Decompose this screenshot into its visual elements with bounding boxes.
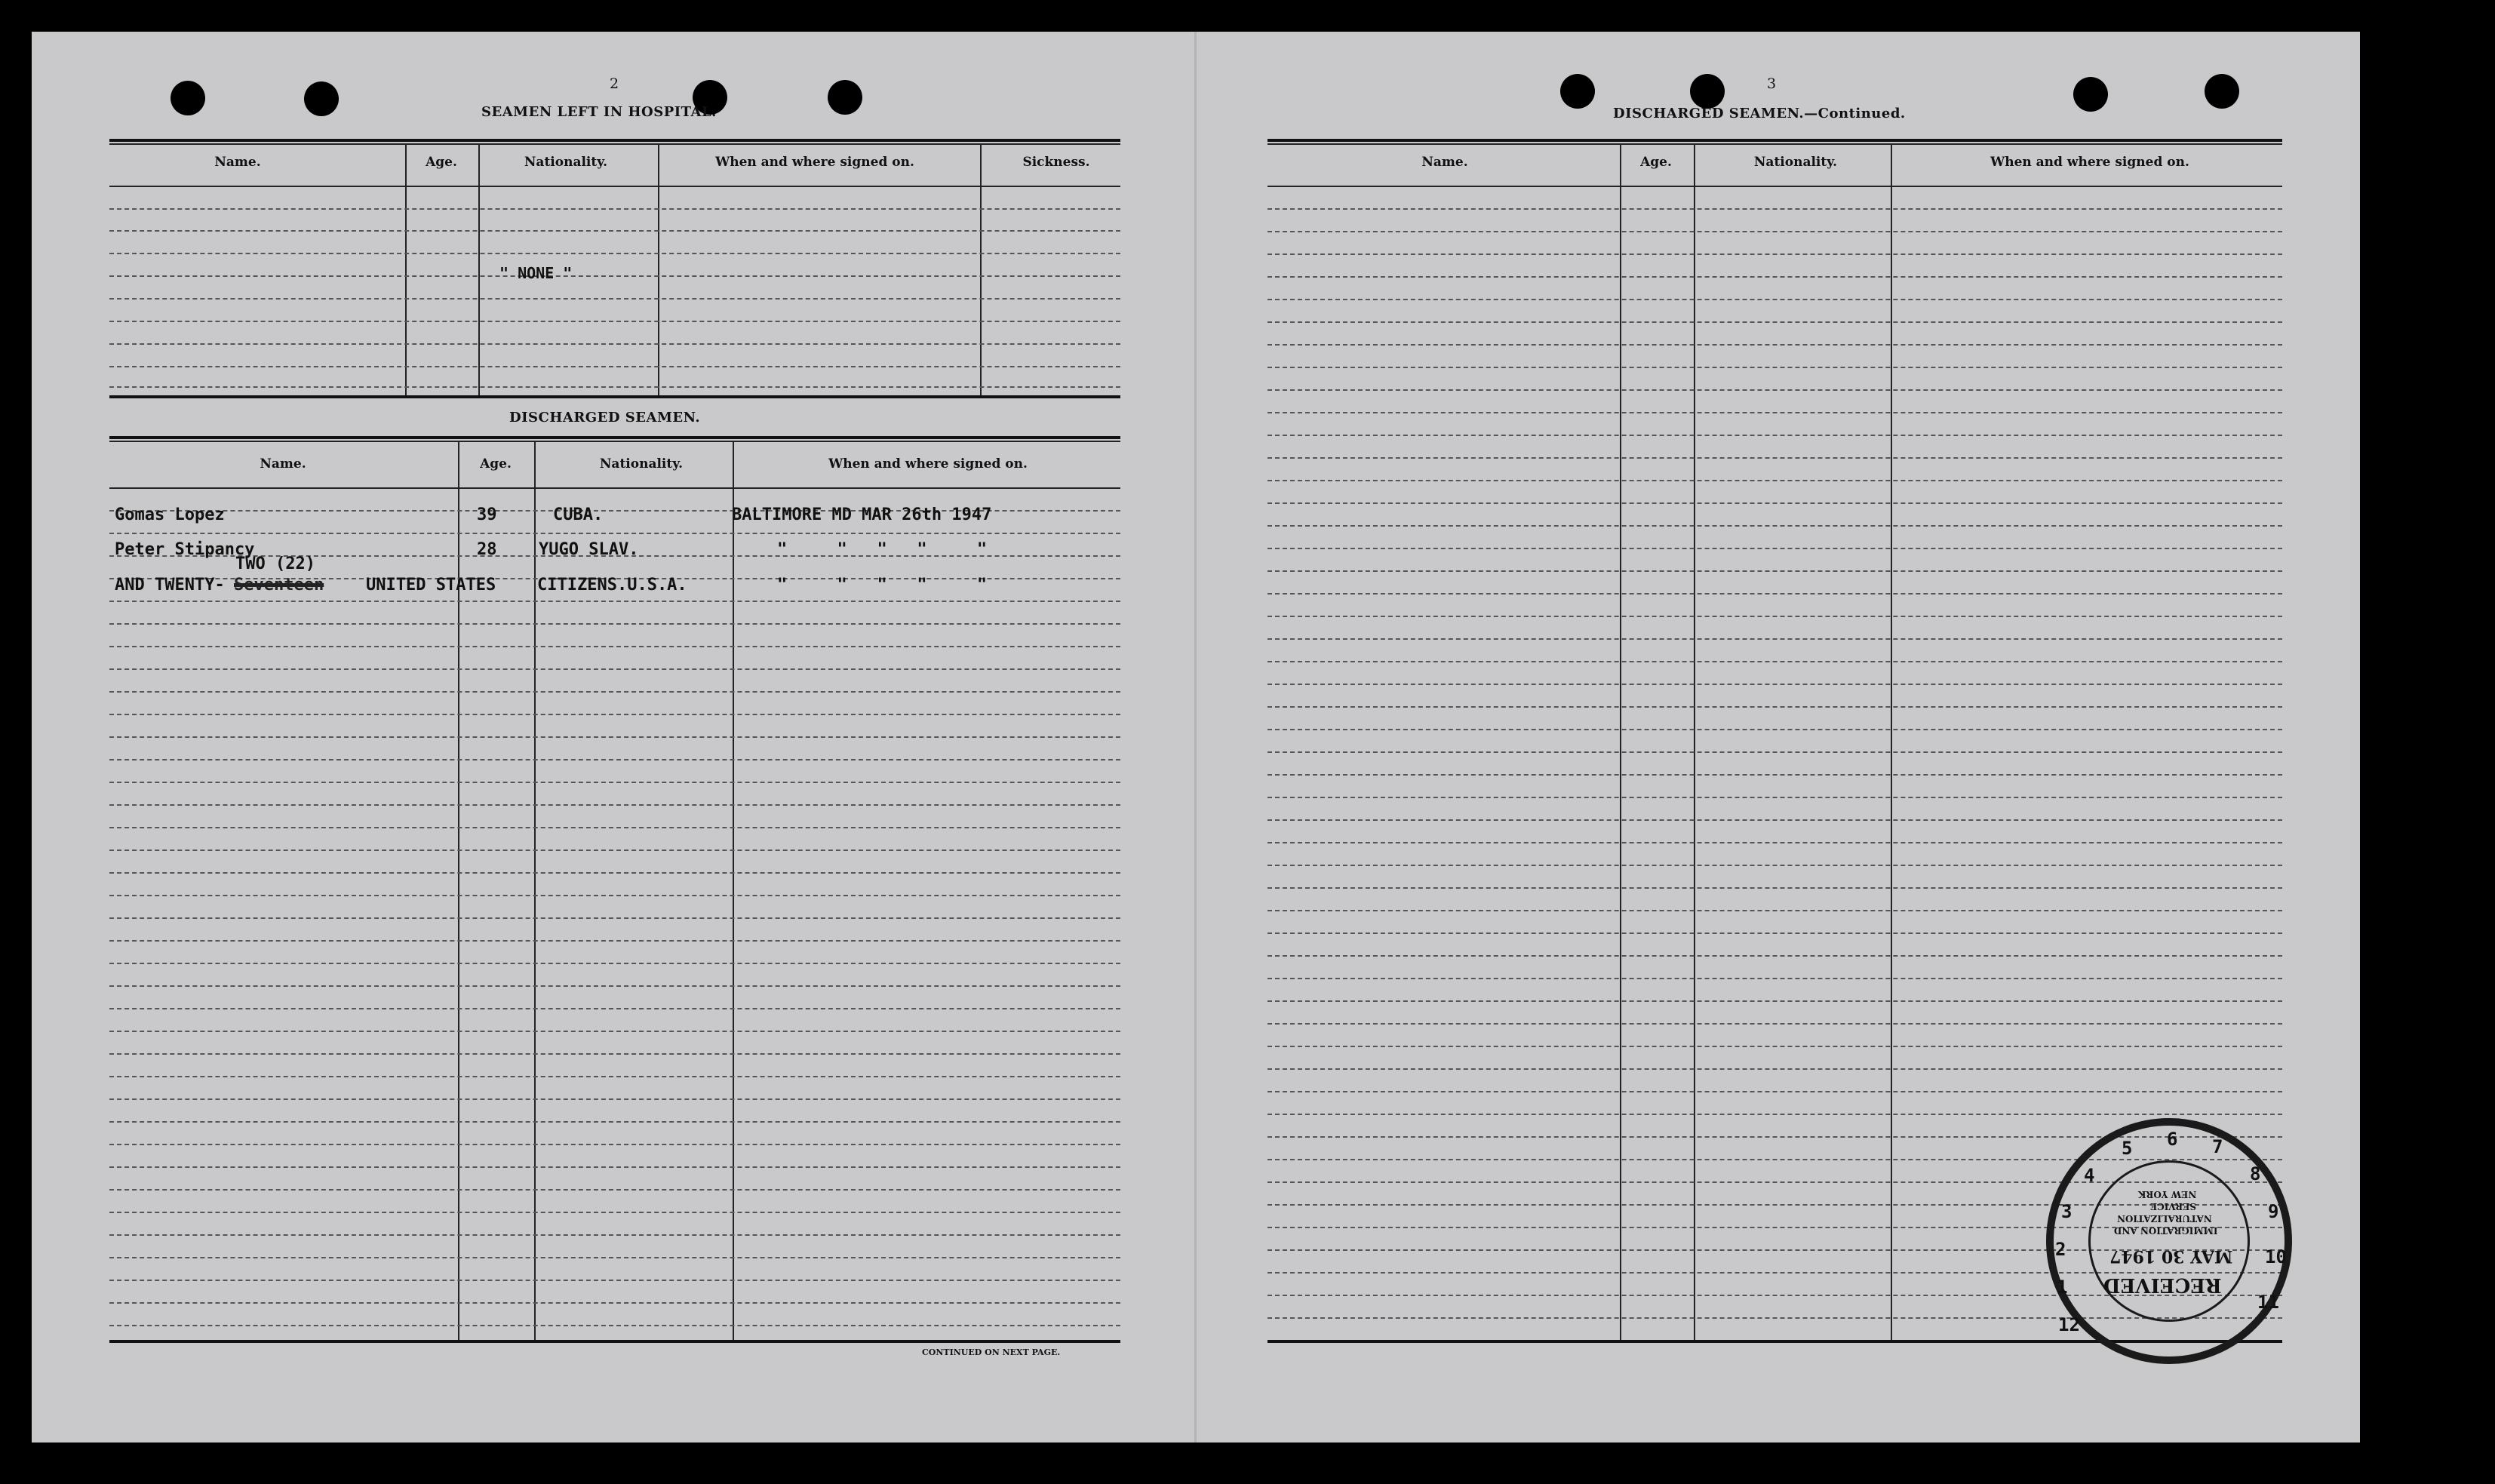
ruled-line bbox=[1267, 661, 2282, 662]
ruled-line bbox=[1267, 797, 2282, 798]
ruled-line bbox=[109, 895, 1120, 896]
table-rule bbox=[109, 441, 1120, 442]
column-header-age: Age. bbox=[426, 155, 457, 170]
column-divider bbox=[980, 143, 982, 395]
ruled-line bbox=[109, 298, 1120, 300]
ruled-line bbox=[1267, 389, 2282, 391]
stamp-digit: 9 bbox=[2268, 1201, 2279, 1222]
ruled-line bbox=[1267, 955, 2282, 957]
ruled-line bbox=[1267, 638, 2282, 640]
ruled-line bbox=[109, 1280, 1120, 1281]
ruled-line bbox=[1267, 751, 2282, 753]
table-rule bbox=[109, 395, 1120, 398]
ruled-line bbox=[1267, 842, 2282, 843]
seaman-age: 28 bbox=[477, 540, 497, 559]
stamp-line: SERVICE bbox=[2150, 1201, 2196, 1212]
ruled-line bbox=[1267, 525, 2282, 527]
ruled-line bbox=[1267, 932, 2282, 934]
ruled-line bbox=[109, 759, 1120, 760]
stamp-digit: 4 bbox=[2084, 1165, 2095, 1186]
ruled-line bbox=[1267, 1114, 2282, 1115]
ruled-line bbox=[1267, 412, 2282, 413]
punch-hole bbox=[304, 81, 339, 116]
table-rule bbox=[1267, 143, 2282, 145]
punch-hole bbox=[171, 81, 205, 115]
hospital-section-title: SEAMEN LEFT IN HOSPITAL. bbox=[481, 104, 717, 120]
ruled-line bbox=[109, 1234, 1120, 1236]
ruled-line bbox=[109, 1302, 1120, 1304]
ruled-line bbox=[1267, 1000, 2282, 1002]
continued-footer: CONTINUED ON NEXT PAGE. bbox=[922, 1347, 1061, 1357]
ruled-line bbox=[1267, 299, 2282, 300]
ruled-line bbox=[1267, 548, 2282, 549]
column-header-signed-on: When and where signed on. bbox=[715, 155, 914, 170]
column-header-name: Name. bbox=[214, 155, 261, 170]
page-fold bbox=[1194, 32, 1197, 1443]
ruled-line bbox=[109, 208, 1120, 210]
ruled-line bbox=[1267, 774, 2282, 776]
ruled-line bbox=[1267, 570, 2282, 572]
seaman-name: Gomas Lopez bbox=[115, 505, 225, 524]
page-number: 2 bbox=[610, 75, 619, 92]
stamp-digit: 3 bbox=[2061, 1201, 2073, 1222]
page-number: 3 bbox=[1767, 75, 1777, 92]
table-rule bbox=[109, 487, 1120, 489]
column-header-nationality: Nationality. bbox=[599, 456, 684, 472]
column-header-age: Age. bbox=[1640, 155, 1672, 170]
ruled-line bbox=[1267, 593, 2282, 595]
table-rule bbox=[109, 186, 1120, 187]
column-header-signed-on: When and where signed on. bbox=[1990, 155, 2189, 170]
ruled-line bbox=[1267, 480, 2282, 481]
column-header-name: Name. bbox=[260, 456, 306, 472]
stamp-digit: 7 bbox=[2212, 1136, 2223, 1157]
ruled-line bbox=[1267, 321, 2282, 323]
seaman-name: AND TWENTY- bbox=[115, 576, 225, 595]
ruled-line bbox=[1267, 1046, 2282, 1047]
ruled-line bbox=[109, 533, 1120, 534]
ruled-line bbox=[1267, 1091, 2282, 1092]
stamp-label: RECEIVED bbox=[2103, 1274, 2222, 1296]
seaman-nationality: CITIZENS.U.S.A. bbox=[537, 576, 687, 595]
struck-out-word: Seventeen bbox=[234, 576, 324, 595]
stamp-digit: 11 bbox=[2257, 1292, 2279, 1313]
table-rule bbox=[1267, 139, 2282, 142]
column-divider bbox=[733, 441, 734, 1340]
stamp-digit: 10 bbox=[2265, 1246, 2287, 1267]
discharged-continued-title: DISCHARGED SEAMEN.—Continued. bbox=[1613, 106, 1906, 121]
ruled-line bbox=[1267, 706, 2282, 708]
seaman-signed-on: " " " " " bbox=[777, 540, 988, 559]
ruled-line bbox=[109, 985, 1120, 987]
ruled-line bbox=[109, 1166, 1120, 1168]
ruled-line bbox=[1267, 910, 2282, 911]
stamp-inner-ring bbox=[2088, 1160, 2250, 1322]
column-header-nationality: Nationality. bbox=[1753, 155, 1838, 170]
ruled-line bbox=[109, 230, 1120, 232]
punch-hole bbox=[828, 80, 862, 115]
seaman-age: 39 bbox=[477, 505, 497, 524]
ruled-line bbox=[109, 386, 1120, 388]
stamp-digit: 5 bbox=[2122, 1138, 2133, 1159]
ruled-line bbox=[1267, 729, 2282, 730]
hospital-none-entry: " NONE " bbox=[499, 264, 573, 282]
ruled-line bbox=[1267, 1023, 2282, 1025]
ruled-line bbox=[109, 850, 1120, 851]
punch-hole bbox=[2205, 74, 2239, 109]
seaman-signed-on: " " " " " bbox=[777, 576, 988, 595]
stamp-line: NEW YORK bbox=[2138, 1189, 2197, 1200]
column-divider bbox=[534, 441, 536, 1340]
column-header-name: Name. bbox=[1421, 155, 1468, 170]
ruled-line bbox=[109, 623, 1120, 625]
ruled-line bbox=[109, 827, 1120, 828]
ruled-line bbox=[109, 917, 1120, 919]
table-rule bbox=[109, 139, 1120, 142]
punch-hole bbox=[2073, 77, 2108, 112]
stamp-digit: 12 bbox=[2058, 1314, 2080, 1335]
ruled-line bbox=[1267, 819, 2282, 821]
ruled-line bbox=[1267, 887, 2282, 889]
ruled-line bbox=[109, 736, 1120, 738]
ruled-line bbox=[1267, 457, 2282, 459]
ruled-line bbox=[109, 1076, 1120, 1077]
stamp-date: MAY 30 1947 bbox=[2109, 1246, 2233, 1266]
column-divider bbox=[658, 143, 659, 395]
ruled-line bbox=[109, 601, 1120, 602]
ruled-line bbox=[109, 872, 1120, 874]
ruled-line bbox=[109, 1325, 1120, 1326]
ruled-line bbox=[109, 714, 1120, 715]
ruled-line bbox=[109, 1121, 1120, 1123]
overtyped-count: TWO (22) bbox=[235, 555, 315, 573]
ruled-line bbox=[109, 1008, 1120, 1009]
column-divider bbox=[405, 143, 407, 395]
ruled-line bbox=[109, 646, 1120, 647]
ruled-line bbox=[1267, 208, 2282, 210]
ruled-line bbox=[109, 1212, 1120, 1213]
ruled-line bbox=[1267, 231, 2282, 232]
table-rule bbox=[109, 436, 1120, 439]
ruled-line bbox=[109, 782, 1120, 783]
stamp-digit: 1 bbox=[2057, 1277, 2068, 1298]
ruled-line bbox=[1267, 253, 2282, 255]
ruled-line bbox=[1267, 684, 2282, 685]
nationality-continuation: UNITED STATES bbox=[366, 576, 496, 595]
ruled-line bbox=[109, 253, 1120, 254]
ruled-line bbox=[1267, 435, 2282, 436]
ruled-line bbox=[109, 668, 1120, 670]
column-header-age: Age. bbox=[480, 456, 512, 472]
received-stamp bbox=[2046, 1118, 2292, 1364]
ruled-line bbox=[109, 1031, 1120, 1032]
ruled-line bbox=[109, 1189, 1120, 1191]
stamp-digit: 6 bbox=[2167, 1129, 2178, 1150]
table-rule bbox=[1267, 186, 2282, 187]
column-header-sickness: Sickness. bbox=[1022, 155, 1090, 170]
ruled-line bbox=[1267, 502, 2282, 504]
ruled-line bbox=[109, 1098, 1120, 1100]
stamp-line: IMMIGRATION AND bbox=[2114, 1225, 2218, 1236]
ruled-line bbox=[109, 275, 1120, 277]
column-header-signed-on: When and where signed on. bbox=[828, 456, 1028, 472]
ruled-line bbox=[109, 1053, 1120, 1055]
table-rule bbox=[109, 1340, 1120, 1343]
ruled-line bbox=[109, 366, 1120, 367]
ruled-line bbox=[109, 1144, 1120, 1145]
seaman-name: Peter Stipancy bbox=[115, 540, 255, 559]
ruled-line bbox=[1267, 865, 2282, 866]
punch-hole bbox=[1560, 74, 1595, 109]
ruled-line bbox=[109, 343, 1120, 345]
ruled-line bbox=[109, 691, 1120, 693]
discharged-section-title: DISCHARGED SEAMEN. bbox=[509, 410, 701, 426]
ruled-line bbox=[1267, 978, 2282, 979]
ruled-line bbox=[1267, 616, 2282, 617]
seaman-nationality: CUBA. bbox=[553, 505, 604, 524]
stamp-line: NATURALIZATION bbox=[2117, 1213, 2212, 1224]
ruled-line bbox=[109, 321, 1120, 322]
stamp-digit: 8 bbox=[2250, 1163, 2261, 1184]
seaman-signed-on: BALTIMORE MD MAR 26th 1947 bbox=[732, 505, 992, 524]
ruled-line bbox=[1267, 367, 2282, 368]
ruled-line bbox=[109, 804, 1120, 806]
ruled-line bbox=[1267, 276, 2282, 278]
ruled-line bbox=[1267, 344, 2282, 346]
column-header-nationality: Nationality. bbox=[524, 155, 608, 170]
ruled-line bbox=[1267, 1068, 2282, 1070]
table-rule bbox=[109, 143, 1120, 145]
ruled-line bbox=[109, 1257, 1120, 1258]
ruled-line bbox=[109, 963, 1120, 964]
ruled-line bbox=[109, 940, 1120, 942]
seaman-nationality: YUGO SLAV. bbox=[539, 540, 639, 559]
stamp-digit: 2 bbox=[2055, 1239, 2066, 1260]
column-divider bbox=[478, 143, 480, 395]
punch-hole bbox=[1690, 74, 1725, 109]
